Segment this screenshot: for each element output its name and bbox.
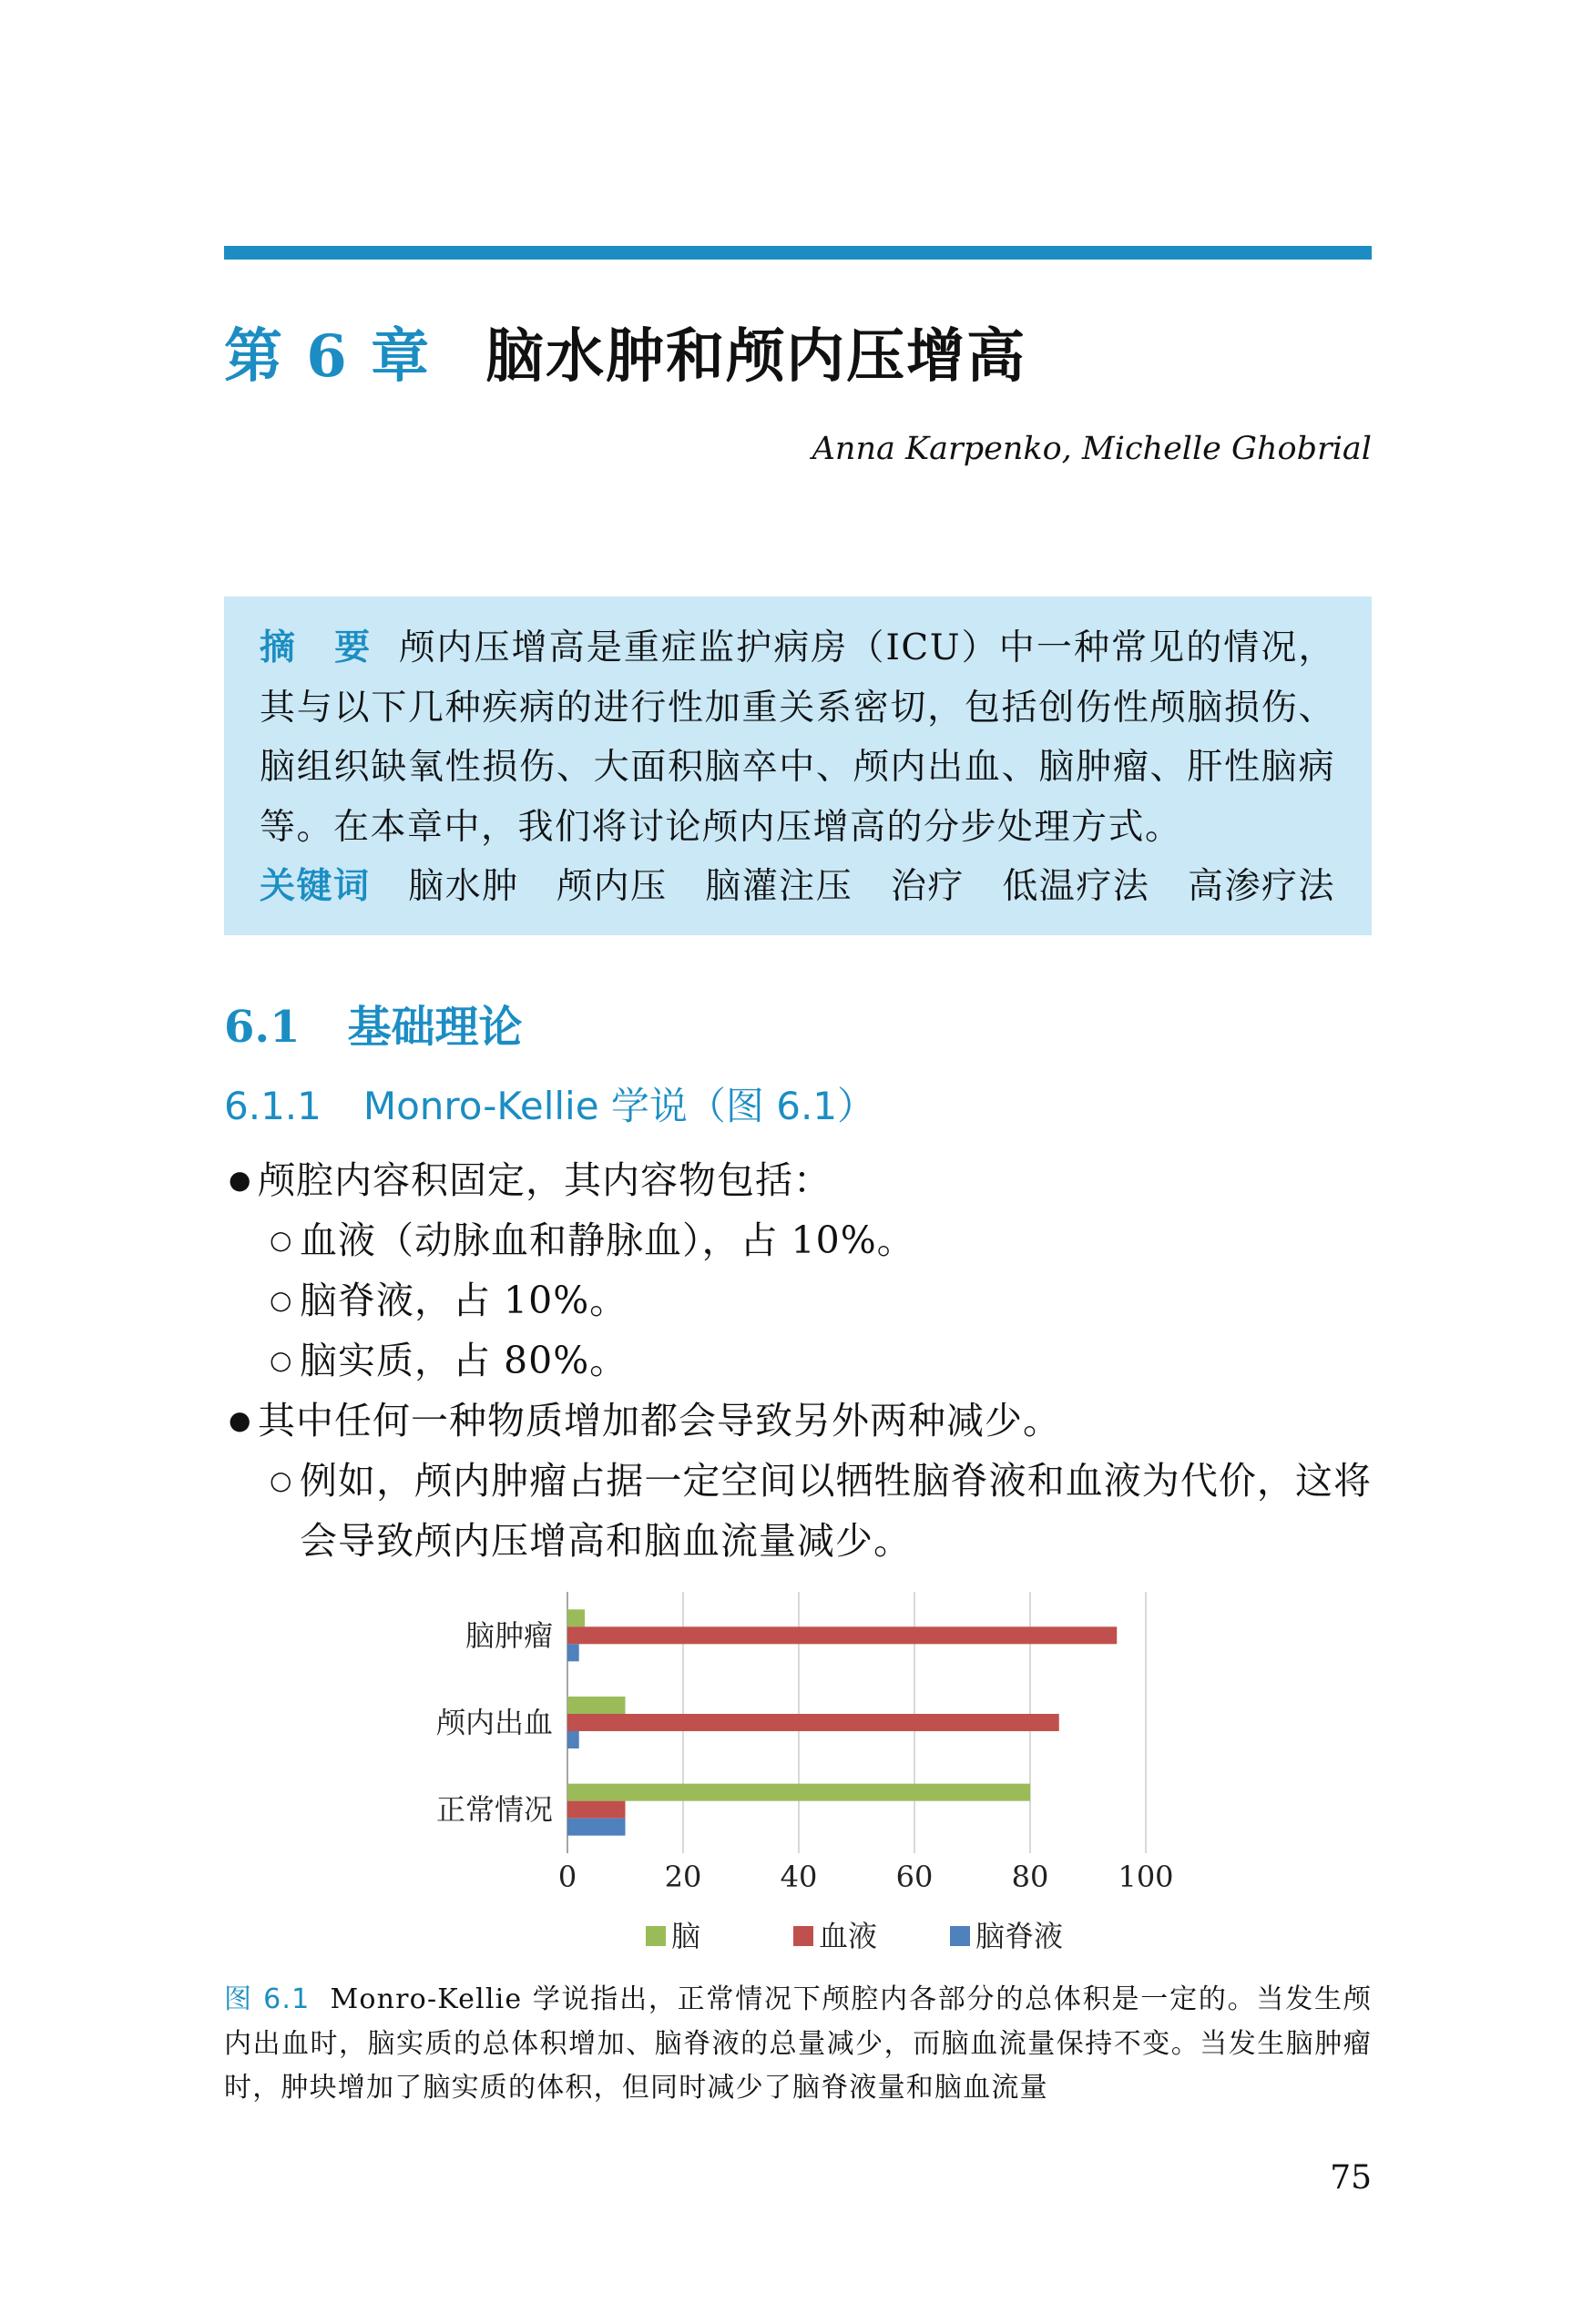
chapter-title-text: 脑水肿和颅内压增高 xyxy=(485,323,1027,391)
x-tick-label: 100 xyxy=(1118,1860,1174,1894)
bar xyxy=(567,1784,1030,1801)
keyword: 治疗 xyxy=(890,866,965,907)
section-title: 基础理论 xyxy=(347,1002,523,1053)
legend-swatch xyxy=(646,1926,666,1946)
list-item-text: 颅腔内容积固定，其内容物包括： xyxy=(258,1158,832,1202)
bar xyxy=(567,1626,1117,1644)
abstract-label: 摘 要 xyxy=(260,627,373,668)
bar xyxy=(567,1714,1059,1731)
sub-bullet-marker: ○ xyxy=(270,1225,293,1255)
list-item-text: 其中任何一种物质增加都会导致另外两种减少。 xyxy=(258,1399,1061,1442)
keyword: 颅内压 xyxy=(557,866,668,907)
keyword: 高渗疗法 xyxy=(1187,866,1335,907)
sub-list-item-text: 例如，颅内肿瘤占据一定空间以牺牲脑脊液和血液为代价，这将会导致颅内压增高和脑血流量减少。 xyxy=(300,1459,1372,1563)
x-tick-label: 0 xyxy=(557,1860,577,1894)
abstract-box xyxy=(224,596,1372,935)
bar xyxy=(567,1609,585,1626)
x-tick-label: 60 xyxy=(895,1860,934,1894)
figure-caption xyxy=(224,1978,1372,2111)
subsection-heading xyxy=(224,1082,875,1131)
sub-bullet-marker: ○ xyxy=(270,1345,293,1375)
bullet-marker: ● xyxy=(229,1165,252,1195)
abstract-paragraph xyxy=(260,618,1335,857)
abstract-text: 颅内压增高是重症监护病房（ICU）中一种常见的情况，其与以下几种疾病的进行性加重关系密切，包括创伤性颅脑损伤、脑组织缺氧性损伤、大面积脑卒中、颅内出血、脑肿瘤、肝性脑病等。在本章中，我们将讨论颅内压增高的分步处理方式。 xyxy=(260,627,1335,848)
sub-list-item xyxy=(270,1451,1372,1571)
chapter-top-rule xyxy=(224,246,1372,260)
section-heading xyxy=(224,998,523,1056)
legend-swatch xyxy=(950,1926,970,1946)
page-number: 75 xyxy=(1330,2159,1372,2197)
bar xyxy=(567,1697,626,1714)
sub-bullet-marker: ○ xyxy=(270,1285,293,1315)
subsection-number: 6.1.1 xyxy=(224,1084,322,1128)
keyword: 脑水肿 xyxy=(408,866,519,907)
sub-list-item-text: 脑实质，占 80%。 xyxy=(300,1339,628,1382)
x-tick-label: 20 xyxy=(664,1860,702,1894)
chapter-title xyxy=(224,319,1026,395)
bar xyxy=(567,1731,579,1748)
x-tick-label: 80 xyxy=(1011,1860,1049,1894)
bar xyxy=(567,1819,626,1836)
bullet-marker: ● xyxy=(229,1405,252,1435)
category-label: 颅内出血 xyxy=(435,1705,553,1740)
authors: Anna Karpenko, Michelle Ghobrial xyxy=(812,431,1372,467)
chapter-label: 第 6 章 xyxy=(224,322,432,391)
keyword: 低温疗法 xyxy=(1002,866,1150,907)
subsection-title: Monro-Kellie 学说（图 6.1） xyxy=(363,1084,876,1128)
sub-list-item xyxy=(270,1210,1372,1270)
category-label: 正常情况 xyxy=(435,1792,553,1828)
list-item xyxy=(229,1391,1372,1451)
bar xyxy=(567,1644,579,1661)
keywords-label: 关键词 xyxy=(260,866,371,907)
bullet-list xyxy=(224,1150,1372,1571)
sub-list-item-text: 脑脊液，占 10%。 xyxy=(300,1279,628,1322)
sub-bullet-marker: ○ xyxy=(270,1465,293,1495)
legend-label: 脑脊液 xyxy=(975,1919,1064,1953)
bar xyxy=(567,1801,626,1819)
sub-list-item xyxy=(270,1270,1372,1330)
keywords-row xyxy=(260,857,1335,917)
legend-label: 血液 xyxy=(819,1919,878,1953)
bar-chart xyxy=(401,1580,1184,1972)
legend-swatch xyxy=(793,1926,813,1946)
sub-list-item xyxy=(270,1330,1372,1391)
x-tick-label: 40 xyxy=(780,1860,818,1894)
category-label: 脑肿瘤 xyxy=(465,1617,553,1653)
sub-list-item-text: 血液（动脉血和静脉血），占 10%。 xyxy=(300,1218,915,1262)
legend-label: 脑 xyxy=(671,1919,701,1953)
figure-caption-text: Monro-Kellie 学说指出，正常情况下颅腔内各部分的总体积是一定的。当发生颅内出血时，脑实质的总体积增加、脑脊液的总量减少，而脑血流量保持不变。当发生脑肿瘤时，肿块增加了脑实质的体积，但同时减少了脑脊液量和脑血流量 xyxy=(224,1983,1372,2104)
figure-label: 图 6.1 xyxy=(224,1983,311,2015)
section-number: 6.1 xyxy=(224,1002,301,1053)
keyword: 脑灌注压 xyxy=(705,866,853,907)
list-item xyxy=(229,1150,1372,1210)
